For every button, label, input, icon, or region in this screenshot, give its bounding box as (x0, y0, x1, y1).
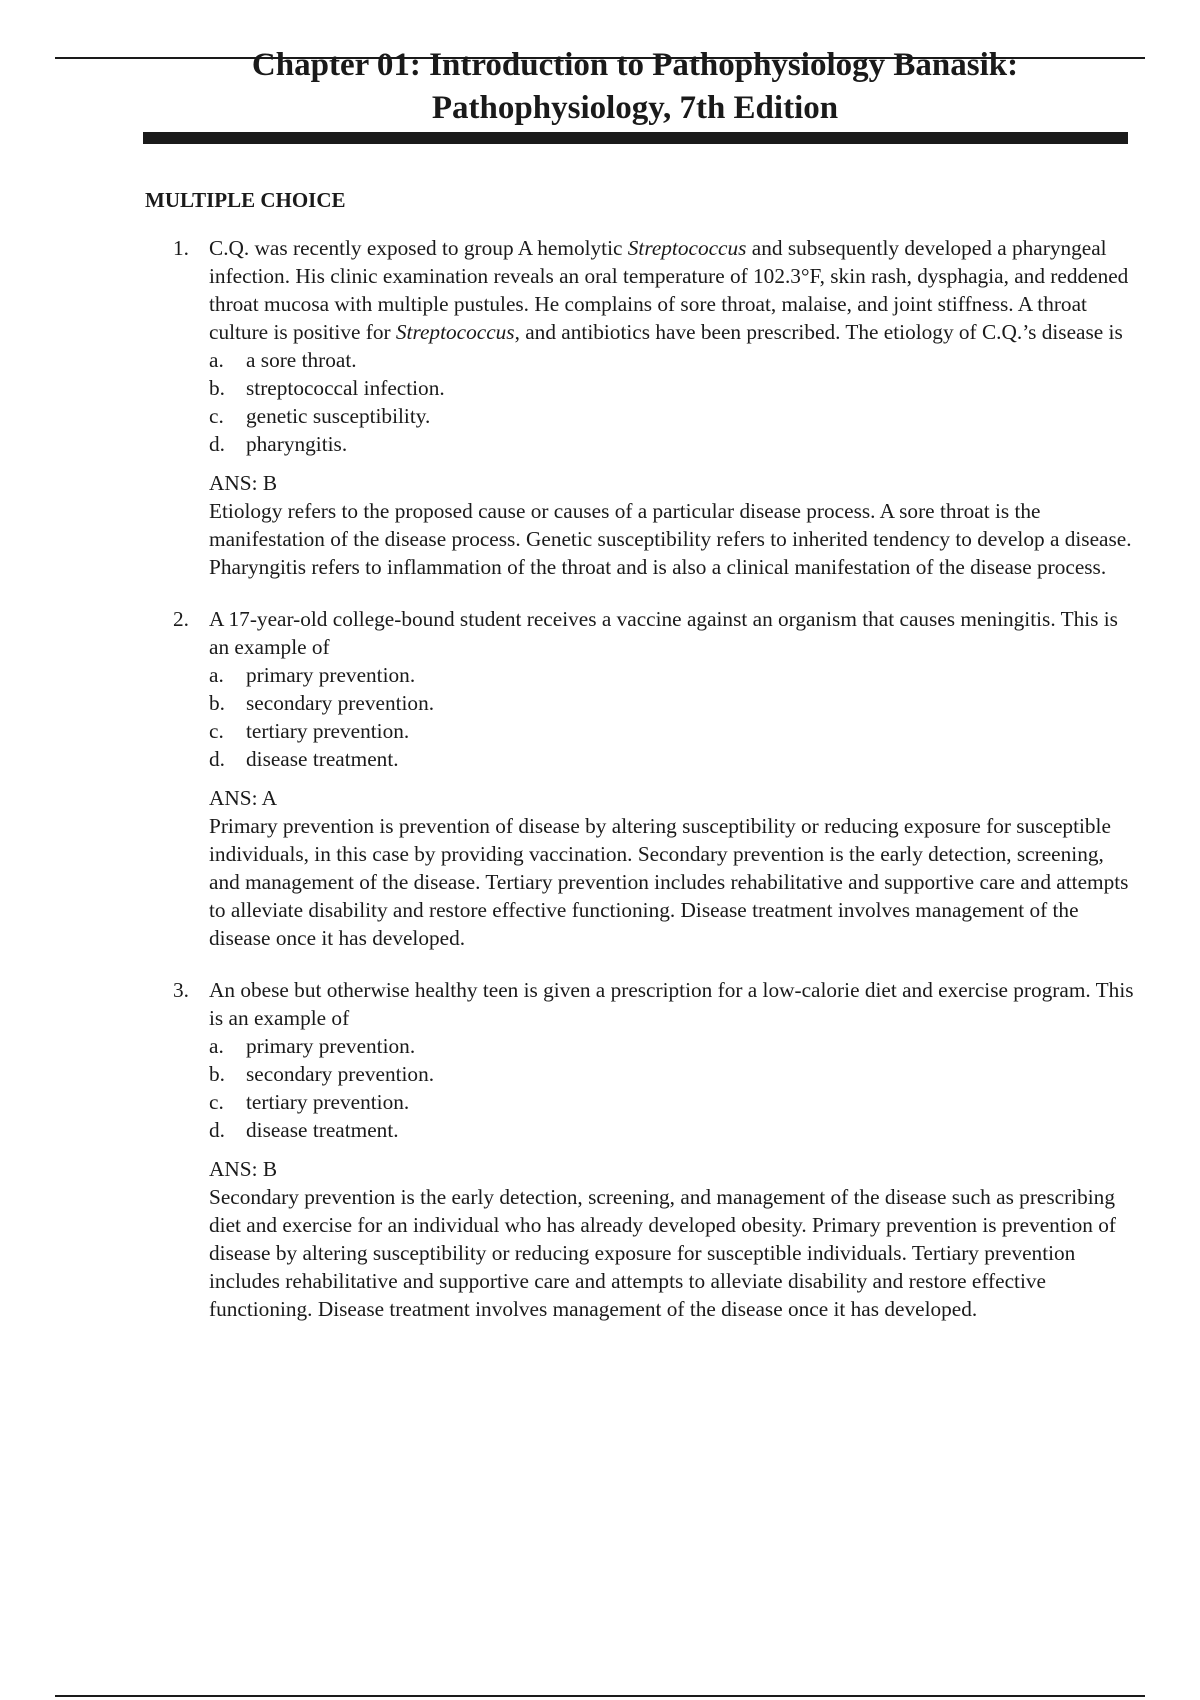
option-letter: d. (209, 1118, 225, 1142)
option-b (209, 1060, 1135, 1088)
option-d (209, 745, 1135, 773)
option-text: disease treatment. (246, 747, 399, 771)
organism-name: Streptococcus (395, 320, 515, 344)
option-letter: d. (209, 747, 225, 771)
option-text: tertiary prevention. (246, 1090, 410, 1114)
stem-text: C.Q. was recently exposed to group A hemolytic (209, 236, 628, 260)
option-text: pharyngitis. (246, 432, 348, 456)
answer-rationale: Secondary prevention is the early detection, screening, and management of the disease such as prescribing diet and exercise for an individual who has already developed obesity. Primary prevention is prevention of disease by altering susceptibility or reducing exposure for susceptible individuals. Tertiary prevention includes rehabilitative and supportive care and attempts to alleviate disability and restore effective functioning. Disease treatment involves management of the disease once it has developed. (209, 1185, 1117, 1321)
page-title (145, 44, 1125, 130)
option-text: secondary prevention. (246, 691, 435, 715)
title-line-1: Chapter 01: Introduction to Pathophysiology Banasik: (251, 47, 1019, 83)
question-stem: An obese but otherwise healthy teen is given a prescription for a low-calorie diet and exercise program. This is an example of (209, 978, 1134, 1030)
option-c (209, 717, 1135, 745)
option-text: a sore throat. (246, 348, 357, 372)
option-b (209, 374, 1135, 402)
option-letter: a. (209, 1034, 224, 1058)
bottom-rule (55, 1695, 1145, 1697)
option-text: primary prevention. (246, 1034, 416, 1058)
question-number: 1. (173, 236, 189, 260)
option-text: tertiary prevention. (246, 719, 410, 743)
option-text: streptococcal infection. (246, 376, 445, 400)
option-text: secondary prevention. (246, 1062, 435, 1086)
option-letter: c. (209, 1090, 224, 1114)
question-stem (209, 234, 1135, 346)
option-letter: b. (209, 1062, 225, 1086)
option-letter: c. (209, 404, 224, 428)
option-letter: a. (209, 348, 224, 372)
answer-key: ANS: B (209, 471, 278, 495)
question-number: 3. (173, 978, 189, 1002)
stem-text: and subsequently developed a pharyngeal infection. His clinic examination reveals an oral temperature of 102.3°F, skin rash, dysphagia, and reddened throat mucosa with multiple pustules. He complains of sore throat, malaise, and joint stiffness. A throat culture is positive for (209, 236, 1129, 344)
option-text: disease treatment. (246, 1118, 399, 1142)
question-1 (145, 234, 1135, 581)
option-a (209, 661, 1135, 689)
answer-rationale: Primary prevention is prevention of disease by altering susceptibility or reducing exposure for susceptible individuals, in this case by providing vaccination. Secondary prevention is the early detection, screening, and management of the disease. Tertiary prevention includes rehabilitative and supportive care and attempts to alleviate disability and restore effective functioning. Disease treatment involves management of the disease once it has developed. (209, 814, 1129, 950)
option-letter: b. (209, 376, 225, 400)
title-underline-bar (143, 132, 1128, 144)
question-stem: A 17-year-old college-bound student receives a vaccine against an organism that causes meningitis. This is an example of (209, 607, 1118, 659)
option-d (209, 1116, 1135, 1144)
answer-rationale: Etiology refers to the proposed cause or causes of a particular disease process. A sore throat is the manifestation of the disease process. Genetic susceptibility refers to inherited tendency to develop a disease. Pharyngitis refers to inflammation of the throat and is also a clinical manifestation of the disease process. (209, 499, 1132, 579)
option-text: primary prevention. (246, 663, 416, 687)
answer-options (209, 1032, 1135, 1144)
option-b (209, 689, 1135, 717)
answer-options (209, 346, 1135, 458)
question-number: 2. (173, 607, 189, 631)
title-line-2: Pathophysiology, 7th Edition (431, 90, 839, 126)
option-c (209, 1088, 1135, 1116)
question-3 (145, 976, 1135, 1323)
option-letter: b. (209, 691, 225, 715)
question-list (145, 234, 1135, 1323)
answer-options (209, 661, 1135, 773)
organism-name: Streptococcus (627, 236, 747, 260)
section-heading: MULTIPLE CHOICE (145, 188, 346, 212)
answer-key: ANS: B (209, 1157, 278, 1181)
stem-text: , and antibiotics have been prescribed. The etiology of C.Q.’s disease is (514, 320, 1123, 344)
option-a (209, 1032, 1135, 1060)
option-letter: d. (209, 432, 225, 456)
question-2 (145, 605, 1135, 952)
option-letter: c. (209, 719, 224, 743)
answer-key: ANS: A (209, 786, 278, 810)
option-a (209, 346, 1135, 374)
option-d (209, 430, 1135, 458)
option-letter: a. (209, 663, 224, 687)
option-c (209, 402, 1135, 430)
option-text: genetic susceptibility. (246, 404, 431, 428)
